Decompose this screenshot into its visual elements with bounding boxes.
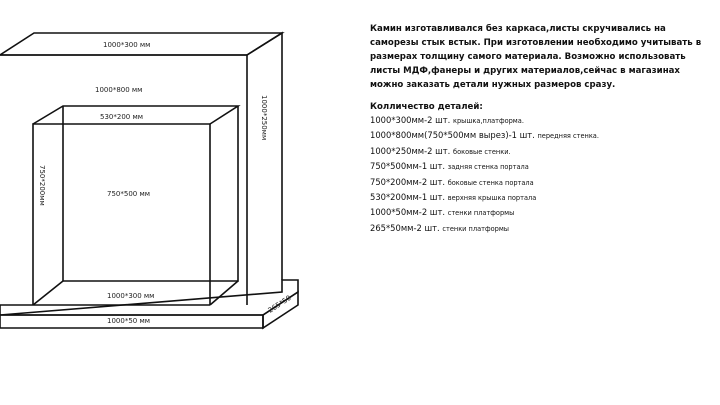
label-top-lid: 1000*300 мм — [103, 41, 151, 49]
label-left-side: 750*200мм — [38, 165, 46, 206]
part-item: 1000*300мм-2 шт. крышка,платформа. — [370, 115, 524, 125]
part-item: 750*500мм-1 шт. задняя стенка портала — [370, 161, 529, 172]
portal-right-floor — [210, 281, 238, 305]
label-portal-back: 750*500 мм — [107, 190, 151, 198]
parts-list — [370, 113, 715, 236]
label-portal-top: 530*200 мм — [100, 113, 144, 121]
label-right-side: 1000*250мм — [260, 95, 268, 141]
part-item: 1000*800мм(750*500мм вырез)-1 шт. передняя стенка. — [370, 130, 599, 141]
part-item: 750*200мм-2 шт. боковые стенка портала — [370, 176, 534, 187]
part-item: 1000*250мм-2 шт. боковые стенки. — [370, 145, 511, 156]
label-front-panel: 1000*800 мм — [95, 86, 143, 94]
label-inner-platform: 1000*300 мм — [107, 292, 155, 300]
notes-panel — [370, 22, 715, 236]
part-item: 530*200мм-1 шт. верхняя крышка портала — [370, 192, 537, 203]
portal-left-wall-edge — [33, 281, 63, 305]
part-item: 265*50мм-2 шт. стенки платформы — [370, 222, 510, 233]
label-base-side: 265*50 — [266, 293, 293, 315]
parts-title: Колличество деталей: — [370, 102, 483, 112]
right-side-panel — [247, 33, 282, 280]
notes-intro: Камин изготавливался без каркаса,листы скручивались на саморезы стык встык. При изготовлении необходимо учитывать в размерах толщину самого материала. Возможно использовать листы МДФ,фанеры и других материалов,сейчас в магазинах можно заказать детали нужных размеров сразу. — [370, 24, 702, 90]
portal-opening — [33, 124, 210, 305]
part-item: 1000*50мм-2 шт. стенки платформы — [370, 207, 515, 218]
label-base: 1000*50 мм — [107, 317, 151, 325]
portal-back-wall — [63, 106, 238, 281]
